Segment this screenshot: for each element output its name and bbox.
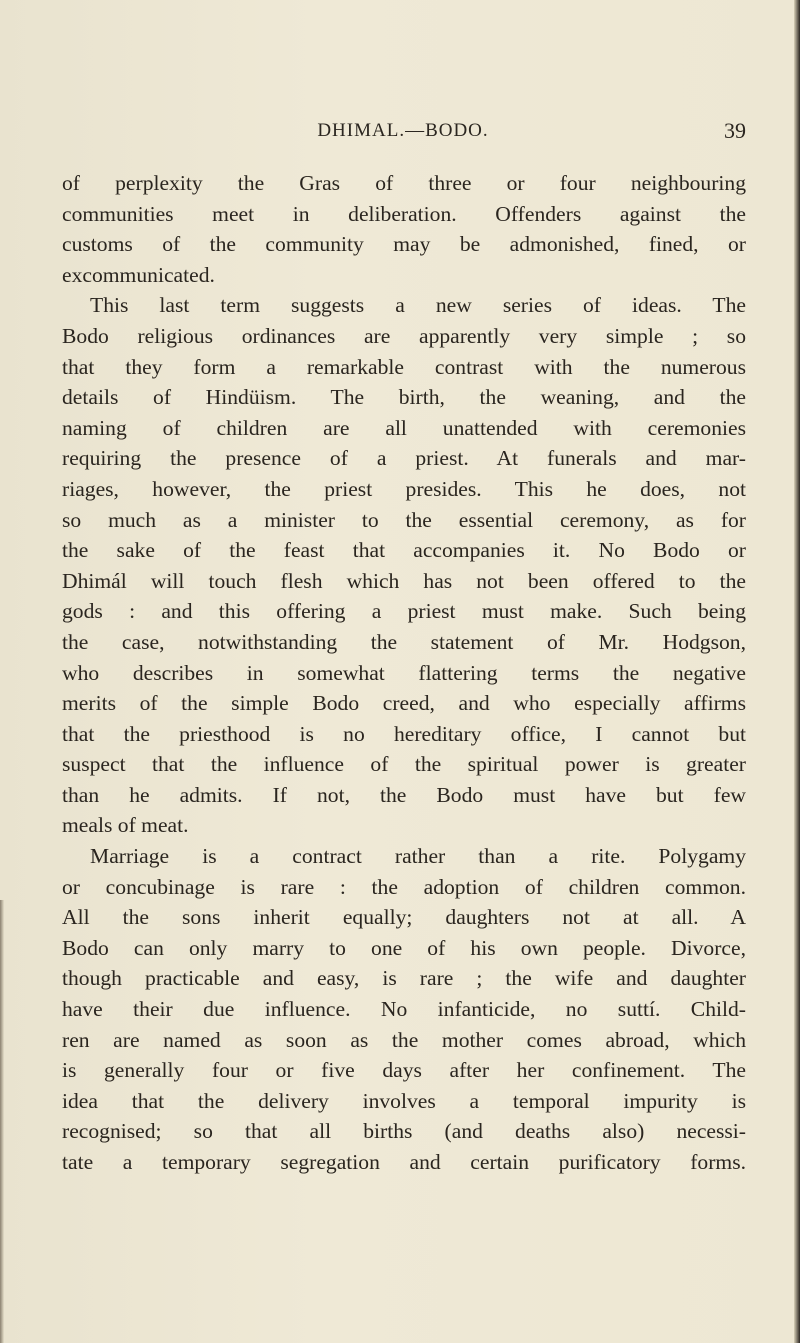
text-line: of perplexity the Gras of three or four neighbouring xyxy=(62,171,746,195)
text-line: the sake of the feast that accompanies it. No Bodo or xyxy=(62,538,746,563)
paragraph-3 xyxy=(62,841,746,1178)
running-title: DHIMAL.—BODO. xyxy=(317,120,489,141)
text-line: Dhimál will touch flesh which has not been offered to the xyxy=(62,568,746,593)
text-line: riages, however, the priest presides. This he does, not xyxy=(62,476,746,501)
text-line: or concubinage is rare : the adoption of children common. xyxy=(62,874,746,899)
text-line: than he admits. If not, the Bodo must have but few xyxy=(62,782,746,807)
text-line: All the sons inherit equally; daughters not at all. A xyxy=(62,905,746,930)
text-line: Marriage is a contract rather than a rite. Polygamy xyxy=(90,844,746,869)
text-line: that the priesthood is no hereditary office, I cannot but xyxy=(62,721,746,746)
text-line: who describes in somewhat flattering terms the negative xyxy=(62,660,746,685)
text-line: Bodo can only marry to one of his own people. Divorce, xyxy=(62,935,746,960)
text-line: details of Hindüism. The birth, the weaning, and the xyxy=(62,385,746,410)
text-line: naming of children are all unattended with ceremonies xyxy=(62,415,746,440)
paragraph-1 xyxy=(62,168,746,290)
text-line: meals of meat. xyxy=(62,813,189,838)
text-line: so much as a minister to the essential ceremony, as for xyxy=(62,507,746,532)
page-edge-shadow xyxy=(794,0,800,1343)
page-gutter-shadow xyxy=(0,900,4,1343)
page-number: 39 xyxy=(724,118,746,143)
text-line: ren are named as soon as the mother comes abroad, which xyxy=(62,1027,746,1052)
text-line: excommunicated. xyxy=(62,262,215,287)
text-line: the case, notwithstanding the statement of Mr. Hodgson, xyxy=(62,629,746,654)
running-head xyxy=(60,118,746,148)
text-line: recognised; so that all births (and deaths also) necessi- xyxy=(62,1119,746,1144)
paragraph-2 xyxy=(62,290,746,841)
text-line: tate a temporary segregation and certain purificatory forms. xyxy=(62,1150,746,1174)
text-line: that they form a remarkable contrast with the numerous xyxy=(62,354,746,379)
text-line: though practicable and easy, is rare ; the wife and daughter xyxy=(62,966,746,991)
text-line: requiring the presence of a priest. At funerals and mar- xyxy=(62,446,746,471)
text-line: suspect that the influence of the spiritual power is greater xyxy=(62,752,746,777)
text-line: Bodo religious ordinances are apparently very simple ; so xyxy=(62,323,746,348)
body-text xyxy=(62,168,746,1178)
text-line: is generally four or five days after her confinement. The xyxy=(62,1058,746,1083)
text-line: have their due influence. No infanticide, no suttí. Child- xyxy=(62,997,746,1022)
text-line: idea that the delivery involves a temporal impurity is xyxy=(62,1088,746,1113)
text-line: customs of the community may be admonished, fined, or xyxy=(62,232,746,257)
text-line: gods : and this offering a priest must make. Such being xyxy=(62,599,746,624)
text-line: This last term suggests a new series of ideas. The xyxy=(90,293,746,318)
text-line: communities meet in deliberation. Offenders against the xyxy=(62,201,746,226)
text-line: merits of the simple Bodo creed, and who especially affirms xyxy=(62,691,746,716)
